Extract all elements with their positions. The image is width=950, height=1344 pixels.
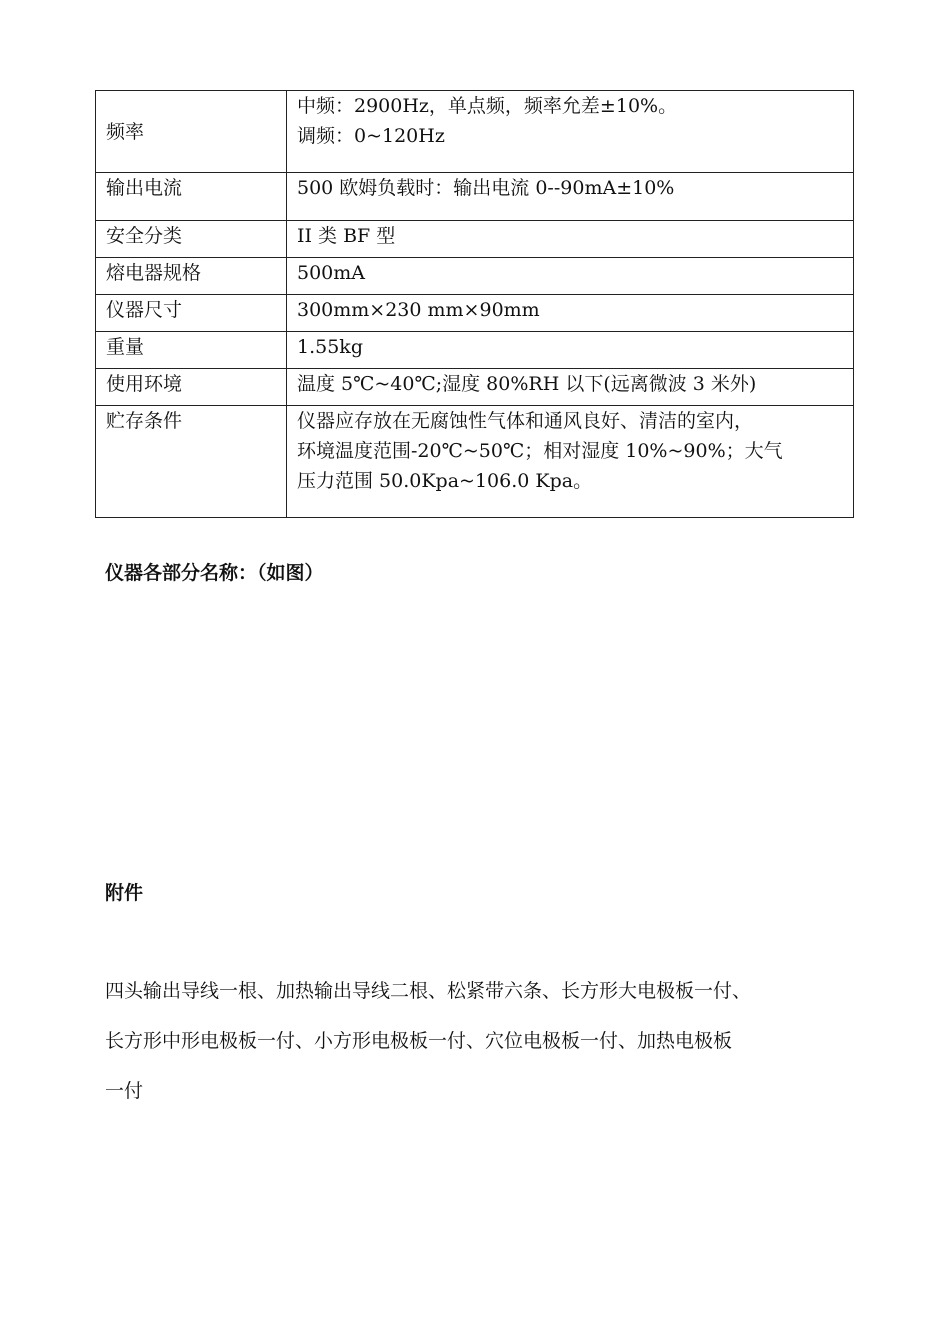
table-row [96, 406, 854, 518]
spec-value-weight [287, 332, 854, 369]
spec-label-output-current: 输出电流 [96, 173, 287, 221]
spec-label-safety-class: 安全分类 [96, 221, 287, 258]
table-row [96, 332, 854, 369]
table-row [96, 91, 854, 173]
spec-value-line: 仪器应存放在无腐蚀性气体和通风良好、清洁的室内， [297, 410, 754, 432]
spec-label-environment: 使用环境 [96, 369, 287, 406]
spec-value-environment [287, 369, 854, 406]
spec-label-dimensions: 仪器尺寸 [96, 295, 287, 332]
spec-label-frequency: 频率 [96, 91, 287, 173]
spec-value-line: 压力范围 50.0Kpa~106.0 Kpa。 [297, 470, 593, 492]
spec-value-line: 300mm×230 mm×90mm [297, 299, 540, 321]
spec-label-storage: 贮存条件 [96, 406, 287, 518]
spec-value-line: 温度 5℃~40℃;湿度 80%RH 以下(远离微波 3 米外) [297, 373, 757, 395]
spec-value-dimensions [287, 295, 854, 332]
table-row [96, 173, 854, 221]
spec-value-fuse [287, 258, 854, 295]
accessories-line: 四头输出导线一根、加热输出导线二根、松紧带六条、长方形大电极板一付、 [105, 980, 752, 1002]
spec-label-weight: 重量 [96, 332, 287, 369]
table-row [96, 295, 854, 332]
table-row [96, 258, 854, 295]
spec-value-safety-class [287, 221, 854, 258]
accessories-section-title: 附件 [105, 882, 144, 904]
spec-label-fuse: 熔电器规格 [96, 258, 287, 295]
spec-value-output-current [287, 173, 854, 221]
spec-value-line: II 类 BF 型 [297, 225, 396, 247]
accessories-text [105, 966, 847, 1116]
accessories-line: 长方形中形电极板一付、小方形电极板一付、穴位电极板一付、加热电极板 [105, 1030, 733, 1052]
parts-section-title: 仪器各部分名称：（如图） [105, 562, 324, 584]
spec-value-line: 环境温度范围-20℃~50℃；相对湿度 10%~90%；大气 [297, 440, 783, 462]
spec-value-line: 500 欧姆负载时：输出电流 0--90mA±10% [297, 177, 675, 199]
spec-value-line: 500mA [297, 262, 366, 284]
table-row [96, 221, 854, 258]
spec-value-line: 1.55kg [297, 336, 363, 358]
accessories-line: 一付 [105, 1080, 144, 1102]
table-row [96, 369, 854, 406]
spec-value-storage [287, 406, 854, 518]
spec-table [95, 90, 854, 518]
spec-value-line: 调频：0~120Hz [297, 125, 445, 147]
spec-value-line: 中频：2900Hz，单点频，频率允差±10%。 [297, 95, 678, 117]
spec-value-frequency [287, 91, 854, 173]
